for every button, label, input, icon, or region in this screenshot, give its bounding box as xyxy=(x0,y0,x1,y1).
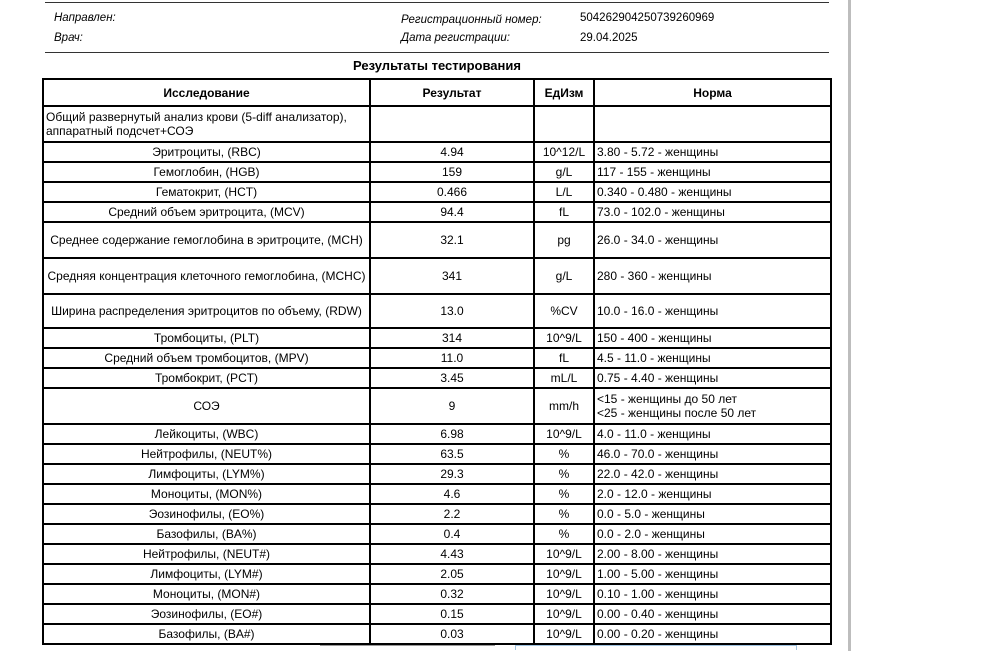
unit-cell: % xyxy=(534,504,594,524)
test-name-cell: Средняя концентрация клеточного гемоглобина, (MCHC) xyxy=(43,258,370,294)
unit-cell: g/L xyxy=(534,162,594,182)
column-header-norm: Норма xyxy=(594,79,831,106)
test-name-cell: Общий развернутый анализ крови (5-diff анализатор), аппаратный подсчет+СОЭ xyxy=(43,106,370,142)
table-row xyxy=(43,564,831,584)
test-name-cell: Тромбокрит, (PCT) xyxy=(43,368,370,388)
norm-cell: 0.0 - 5.0 - женщины xyxy=(594,504,831,524)
unit-cell: % xyxy=(534,524,594,544)
unit-cell: 10^9/L xyxy=(534,544,594,564)
column-header-result: Результат xyxy=(370,79,534,106)
test-name-cell: Тромбоциты, (PLT) xyxy=(43,328,370,348)
unit-cell: pg xyxy=(534,222,594,258)
unit-cell: 10^12/L xyxy=(534,142,594,162)
header-divider xyxy=(45,52,829,53)
unit-cell: mm/h xyxy=(534,388,594,424)
section-title: Результаты тестирования xyxy=(353,58,521,73)
test-name-cell: Моноциты, (MON%) xyxy=(43,484,370,504)
test-name-cell: Ширина распределения эритроцитов по объему, (RDW) xyxy=(43,294,370,328)
unit-cell: fL xyxy=(534,348,594,368)
table-row xyxy=(43,388,831,424)
norm-cell: 0.340 - 0.480 - женщины xyxy=(594,182,831,202)
table-row xyxy=(43,258,831,294)
test-name-cell: Средний объем тромбоцитов, (MPV) xyxy=(43,348,370,368)
reg-number-label: Регистрационный номер: xyxy=(401,14,542,26)
result-cell xyxy=(370,106,534,142)
table-row xyxy=(43,444,831,464)
unit-cell xyxy=(534,106,594,142)
table-row xyxy=(43,524,831,544)
norm-cell: 46.0 - 70.0 - женщины xyxy=(594,444,831,464)
norm-cell: 3.80 - 5.72 - женщины xyxy=(594,142,831,162)
column-header-test: Исследование xyxy=(43,79,370,106)
norm-cell: 22.0 - 42.0 - женщины xyxy=(594,464,831,484)
result-cell: 159 xyxy=(370,162,534,182)
test-name-cell: Лимфоциты, (LYM#) xyxy=(43,564,370,584)
table-row xyxy=(43,202,831,222)
test-name-cell: Эозинофилы, (EO%) xyxy=(43,504,370,524)
unit-cell: mL/L xyxy=(534,368,594,388)
test-name-cell: Базофилы, (BA#) xyxy=(43,624,370,644)
unit-cell: 10^9/L xyxy=(534,328,594,348)
norm-cell: 0.0 - 2.0 - женщины xyxy=(594,524,831,544)
result-cell: 0.03 xyxy=(370,624,534,644)
unit-cell: L/L xyxy=(534,182,594,202)
unit-cell: 10^9/L xyxy=(534,424,594,444)
test-name-cell: Среднее содержание гемоглобина в эритроците, (MCH) xyxy=(43,222,370,258)
result-cell: 4.6 xyxy=(370,484,534,504)
table-row xyxy=(43,504,831,524)
table-row xyxy=(43,222,831,258)
norm-cell: 4.0 - 11.0 - женщины xyxy=(594,424,831,444)
result-cell: 4.43 xyxy=(370,544,534,564)
test-name-cell: Эритроциты, (RBC) xyxy=(43,142,370,162)
unit-cell: g/L xyxy=(534,258,594,294)
test-name-cell: Гемоглобин, (HGB) xyxy=(43,162,370,182)
reg-date-label: Дата регистрации: xyxy=(401,32,510,44)
unit-cell: fL xyxy=(534,202,594,222)
result-cell: 341 xyxy=(370,258,534,294)
test-name-cell: Моноциты, (MON#) xyxy=(43,584,370,604)
table-row xyxy=(43,624,831,644)
norm-cell: 73.0 - 102.0 - женщины xyxy=(594,202,831,222)
top-divider xyxy=(45,2,829,3)
result-cell: 94.4 xyxy=(370,202,534,222)
result-cell: 0.32 xyxy=(370,584,534,604)
table-row xyxy=(43,328,831,348)
table-row xyxy=(43,368,831,388)
result-cell: 3.45 xyxy=(370,368,534,388)
unit-cell: 10^9/L xyxy=(534,584,594,604)
table-group-row xyxy=(43,106,831,142)
result-cell: 13.0 xyxy=(370,294,534,328)
column-header-unit: ЕдИзм xyxy=(534,79,594,106)
table-header-row xyxy=(43,79,831,106)
norm-cell: 0.00 - 0.40 - женщины xyxy=(594,604,831,624)
norm-cell: 150 - 400 - женщины xyxy=(594,328,831,348)
result-cell: 6.98 xyxy=(370,424,534,444)
result-cell: 2.05 xyxy=(370,564,534,584)
norm-cell: 0.10 - 1.00 - женщины xyxy=(594,584,831,604)
reg-date-value: 29.04.2025 xyxy=(580,32,638,44)
result-cell: 11.0 xyxy=(370,348,534,368)
test-name-cell: Нейтрофилы, (NEUT#) xyxy=(43,544,370,564)
unit-cell: % xyxy=(534,464,594,484)
test-name-cell: Лейкоциты, (WBC) xyxy=(43,424,370,444)
norm-cell: 117 - 155 - женщины xyxy=(594,162,831,182)
results-table xyxy=(42,78,832,645)
stamp-box-mark xyxy=(515,645,797,650)
result-cell: 9 xyxy=(370,388,534,424)
page-edge xyxy=(848,0,851,651)
test-name-cell: Средний объем эритроцита, (MCV) xyxy=(43,202,370,222)
unit-cell: %CV xyxy=(534,294,594,328)
test-name-cell: Эозинофилы, (EO#) xyxy=(43,604,370,624)
table-row xyxy=(43,584,831,604)
result-cell: 32.1 xyxy=(370,222,534,258)
test-name-cell: Нейтрофилы, (NEUT%) xyxy=(43,444,370,464)
unit-cell: 10^9/L xyxy=(534,604,594,624)
signature-line-mark xyxy=(320,645,495,650)
reg-number-value: 504262904250739260969 xyxy=(580,12,715,24)
norm-cell: 2.0 - 12.0 - женщины xyxy=(594,484,831,504)
norm-cell: 0.75 - 4.40 - женщины xyxy=(594,368,831,388)
result-cell: 0.4 xyxy=(370,524,534,544)
result-cell: 0.15 xyxy=(370,604,534,624)
norm-cell: 4.5 - 11.0 - женщины xyxy=(594,348,831,368)
table-row xyxy=(43,162,831,182)
norm-cell: <15 - женщины до 50 лет <25 - женщины после 50 лет xyxy=(594,388,831,424)
norm-cell xyxy=(594,106,831,142)
norm-cell: 26.0 - 34.0 - женщины xyxy=(594,222,831,258)
table-row xyxy=(43,294,831,328)
result-cell: 29.3 xyxy=(370,464,534,484)
table-row xyxy=(43,142,831,162)
result-cell: 0.466 xyxy=(370,182,534,202)
norm-cell: 280 - 360 - женщины xyxy=(594,258,831,294)
table-row xyxy=(43,544,831,564)
norm-cell: 2.00 - 8.00 - женщины xyxy=(594,544,831,564)
unit-cell: % xyxy=(534,444,594,464)
unit-cell: % xyxy=(534,484,594,504)
table-row xyxy=(43,604,831,624)
table-row xyxy=(43,484,831,504)
norm-cell: 1.00 - 5.00 - женщины xyxy=(594,564,831,584)
test-name-cell: Лимфоциты, (LYM%) xyxy=(43,464,370,484)
table-row xyxy=(43,464,831,484)
test-name-cell: Гематокрит, (HCT) xyxy=(43,182,370,202)
test-name-cell: СОЭ xyxy=(43,388,370,424)
norm-cell: 10.0 - 16.0 - женщины xyxy=(594,294,831,328)
doctor-label: Врач: xyxy=(54,32,83,44)
directed-label: Направлен: xyxy=(54,12,116,24)
unit-cell: 10^9/L xyxy=(534,564,594,584)
table-row xyxy=(43,424,831,444)
result-cell: 2.2 xyxy=(370,504,534,524)
table-row xyxy=(43,182,831,202)
result-cell: 63.5 xyxy=(370,444,534,464)
test-name-cell: Базофилы, (BA%) xyxy=(43,524,370,544)
result-cell: 4.94 xyxy=(370,142,534,162)
unit-cell: 10^9/L xyxy=(534,624,594,644)
result-cell: 314 xyxy=(370,328,534,348)
norm-cell: 0.00 - 0.20 - женщины xyxy=(594,624,831,644)
table-row xyxy=(43,348,831,368)
